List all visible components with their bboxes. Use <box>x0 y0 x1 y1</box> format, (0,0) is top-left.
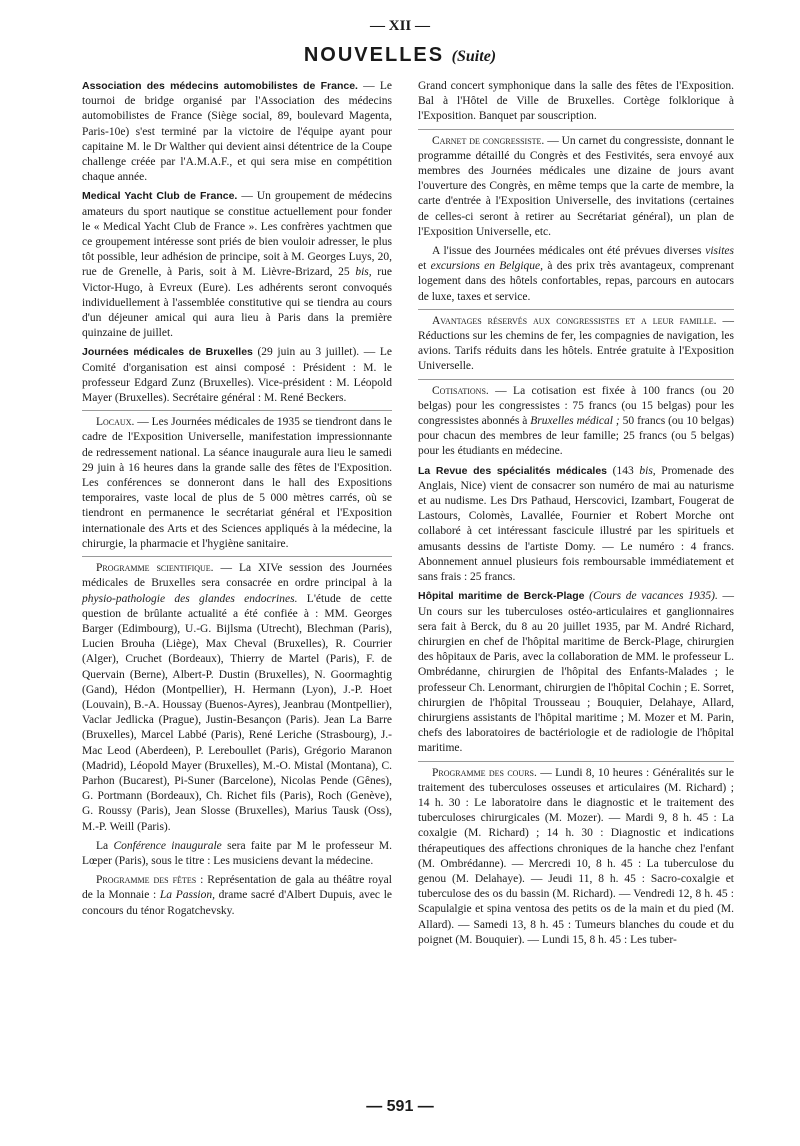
section-body: drame sacré d'Albert Dupuis, avec le concours du ténor Rogatchevsky. <box>82 889 392 917</box>
section-label: Programme scientifique. <box>96 562 214 575</box>
section-italic: visites <box>705 245 734 258</box>
article-body: (29 juin au 3 juillet). — Le Comité d'organisation est ainsi composé : Président : M. le professeur Edgard Zunz (Bruxelles). Vice-président : M. Léopold Mayer (Bruxelles). Secrétaire général : M. René Beckers. <box>82 346 392 405</box>
section-body: — Lundi 8, 10 heures : Généralités sur le traitement des tuberculoses osseuses et articulaires (M. Richard) ; 14 h. 30 : Le laboratoire dans le diagnostic et le traitement des tuberculoses chirurgicales (M. Mozer). — Mardi 9, 8 h. 45 : La coxalgie (M. Richard) ; 14 h. 30 : Diagnostic et indications thérapeutiques des affections chroniques de la hanche chez l'enfant (M. Ombrédanne). — Mercredi 10, 8 h. 45 : La tuberculose du genou (M. Delahaye). — Jeudi 11, 8 h. 45 : Sacro-coxalgie et tuberculose des os du bassin (M. Richard). — Vendredi 12, 8 h. 45 : Scapulalgie et spina ventosa des petits os de la main et du pied (M. Allard). — Samedi 13, 8 h. 45 : Tumeurs blanches du coude et du poignet (M. Bouquier). — Lundi 15, 8 h. 45 : Les tuber- <box>418 766 734 946</box>
section-body: La <box>96 839 114 852</box>
right-column <box>418 79 734 952</box>
section-programme-scientifique <box>82 556 392 835</box>
article-title: Association des médecins automobilistes de France. <box>82 80 358 92</box>
section-locaux <box>82 410 392 552</box>
section-body: — Un carnet du congressiste, donnant le programme détaillé du Congrès et des Festivités, sera envoyé aux membres des Journées médicales une dizaine de jours avant l'ouverture des Congrès, en même temps que la carte de membre, la carte d'entrée à l'Exposition Universelle, des invitations (certaines de celles-ci seront à retirer au Secrétariat général), un plan de l'Exposition Universelle, etc. <box>418 134 735 238</box>
section-label: Cotisations. <box>432 384 489 397</box>
section-label: Programme des cours. <box>432 766 537 779</box>
article-body: (143 <box>607 464 640 477</box>
article-title: La Revue des spécialités médicales <box>418 464 608 477</box>
page-number: — 591 — <box>366 1098 434 1115</box>
section-body: 50 francs (ou 10 belgas) pour chacun des membres de leur famille; 25 francs (ou 5 belgas) pour les étudiants en médecine. <box>418 415 734 458</box>
article-italic: (Cours de vacances 1935). <box>584 590 718 603</box>
section-fetes-continued: Grand concert symphonique dans la salle des fêtes de l'Exposition. Bal à l'Hôtel de Ville de Bruxelles. Cortège folklorique à l'Exposition. Banquet par souscription. <box>418 80 734 123</box>
section-body: Représentation de gala au théâtre royal de la Monnaie : <box>82 874 392 902</box>
section-body: — La XIVe session des Journées médicales de Bruxelles sera consacrée en ordre principal à la <box>82 562 392 590</box>
article-body: — Le tournoi de bridge organisé par l'Association des médecins automobilistes de France (Siège social, 89, boulevard Magenta, Paris-10e) s'est terminé par la victoire de l'équipe ayant pour capitaine M. le Dr Walther qui devient ainsi détentrice de la Coupe challenge créée par l'A.M.A.F., et qui sera mise en compétition chaque année. <box>82 80 392 184</box>
section-programme-cours <box>418 761 734 948</box>
article-yacht-club <box>82 189 392 341</box>
article-italic: bis, <box>355 266 372 279</box>
article-body: — Un groupement de médecins amateurs du sport nautique se constitue actuellement pour fonder le « Medical Yacht Club de France ». Les confrères yachtmen que ce groupement intéresse sont priés de bien vouloir adresser, le plus tôt possible, leur adhésion de principe, soit à M. Georges Luys, 20, rue de Grenelle, à Paris, soit à M. Lièvre-Brizard, 25 <box>82 190 393 279</box>
section-carnet <box>418 129 734 240</box>
article-berck-plage <box>418 589 734 756</box>
article-title: Medical Yacht Club de France. <box>82 190 238 203</box>
section-italic: physio-pathologie des glandes endocrines. <box>82 592 298 605</box>
section-avantages <box>418 309 734 375</box>
section-italic: Conférence inaugurale <box>113 839 222 852</box>
section-body: sera faite par M le professeur M. Lœper (Paris), sous le titre : Les musiciens devant la médecine. <box>82 839 392 867</box>
article-body: rue Victor-Hugo, à Evreux (Eure). Les adhérents seront convoqués individuellement à l'assemblée constitutive qui se tiendra au cours d'un déjeuner amical qui aura lieu à Paris dans la première quinzaine de juillet. <box>82 266 392 340</box>
section-body: A l'issue des Journées médicales ont été prévues diverses <box>432 245 706 258</box>
section-body: L'étude de cette question de brûlante actualité a été confiée à : MM. Georges Barger (Edimbourg), U.-G. Bijlsma (Utrecht), Blechman (Paris), Lucien Brouha (Liège), Max Cheval (Bruxelles), R. Courrier (Alger), Cruchet (Bordeaux), Thierry de Martel (Paris), F. de Quervain (Berne), Albert-P. Dustin (Bruxelles), N. Goormaghtig (Gand), Hédon (Montpellier), H. Hermann (Lyon), J.-P. Hoet (Louvain), B.-A. Houssay (Buenos-Ayres), Jeanbrau (Montpellier), Vaclar Jedlicka (Prague), Justin-Besançon (Paris). Jean La Barre (Bruxelles), Marcel Labbé (Paris), René Leriche (Strasbourg), J.-Mac Leod (Aberdeen), P. Lereboullet (Paris), Grégorio Maranon (Madrid), Léopold Mayer (Bruxelles), M.-O. Mistal (Montana), C. Parhon (Bucarest), Pi-Suner (Barcelone), Nicolas Pende (Gênes), G. Portmann (Bordeaux), Ch. Richet fils (Paris), Roch (Genève), G. Roussy (Paris), Jean Slosse (Bruxelles), Marius Tausk (Oss), M.-P. Weill (Paris). <box>82 592 393 833</box>
article-revue-specialites <box>418 464 734 586</box>
left-column <box>82 79 392 923</box>
article-body: Promenade des Anglais, Nice) vient de consacrer son numéro de mai au naturisme et au nudisme. Les Drs Pathaud, Herscovici, Izambart, Fougerat de Lastours, Colomès, Lavallée, Fournier et Robert Morche ont collaboré à cet intéressant fascicule illustré par les spirituels et amusants dessins de l'artiste Domy. — Le numéro : 4 francs. Abonnement annuel plusieurs fois remboursable immédiatement et sans frais : 25 francs. <box>418 464 734 584</box>
section-italic: excursions en Belgique, <box>430 260 544 273</box>
section-label: Carnet de congressiste. <box>432 134 545 147</box>
section-programme-fetes <box>82 873 392 919</box>
page-title <box>0 44 800 67</box>
section-body: — La cotisation est fixée à 100 francs (ou 20 belgas) pour les congressistes : 75 francs (ou 15 belgas) pour les congressistes abonnés à <box>418 384 734 428</box>
section-label: Avantages réservés aux congressistes et a leur famille. <box>432 314 717 327</box>
section-italic: La Passion, <box>159 889 215 902</box>
section-visites <box>418 244 734 305</box>
section-body: — Les Journées médicales de 1935 se tiendront dans le cadre de l'Exposition Universelle, manifestation impressionnante de redressement national. La séance inaugurale aura lieu le samedi 29 juin à 16 heures dans la grande salle des fêtes de l'Exposition. Les conférences se donneront dans le hall des Expositions temporaires, vaste local de plus de 5 000 mètres carrés, où se tiendront en permanence le secrétariat général et l'Exposition internationale des Arts et des Sciences appliqués à la médecine, la chirurgie, la pharmacie et l'hygiène sanitaire. <box>82 416 392 550</box>
section-label: Locaux. <box>96 416 135 429</box>
article-title: Journées médicales de Bruxelles <box>82 346 253 359</box>
section-conference-inaugurale <box>82 839 392 869</box>
page-title-suite: (Suite) <box>451 48 497 65</box>
section-body: à des prix très avantageux, comprenant logement dans des hôtels confortables, repas, parcours en autocars de luxe, taxes et service. <box>418 260 734 303</box>
section-cotisations <box>418 379 734 460</box>
section-body: — Réductions sur les chemins de fer, les compagnies de navigation, les avions. Tarifs réduits dans les hôtels. Entrée gratuite à l'Exposition Universelle. <box>418 314 735 373</box>
page-title-main: NOUVELLES <box>303 44 445 66</box>
section-italic: Bruxelles médical ; <box>530 415 620 428</box>
article-journees-bruxelles <box>82 345 392 406</box>
article-automobilistes <box>82 79 392 185</box>
article-title: Hôpital maritime de Berck-Plage <box>418 590 585 603</box>
section-body: et <box>418 260 431 273</box>
section-label: Programme des fêtes : <box>96 874 204 887</box>
roman-page-number: — XII — <box>369 18 430 34</box>
article-italic: bis, <box>639 464 656 477</box>
article-body: — Un cours sur les tuberculoses ostéo-articulaires et ganglionnaires sera fait à Berck, du 8 au 20 juillet 1935, par M. André Richard, chirurgien en chef de l'hôpital maritime de Berck-Plage, chirurgien des hôpitaux de Paris, avec la collaboration de MM. le professeur L. Ombrédanne, chirurgien de l'hôpital des Enfants-Malades ; le professeur Ch. Lenormant, chirurgien de l'hôpital Cochin ; E. Sorret, chirurgien de l'hôpital Trousseau ; Bouquier, Delahaye, Allard, chirurgiens assistants de l'hôpital maritime ; M. Mozer et M. Parin, chefs des laboratoires de bactériologie et de radiologie de l'hôpital maritime. <box>418 590 735 755</box>
